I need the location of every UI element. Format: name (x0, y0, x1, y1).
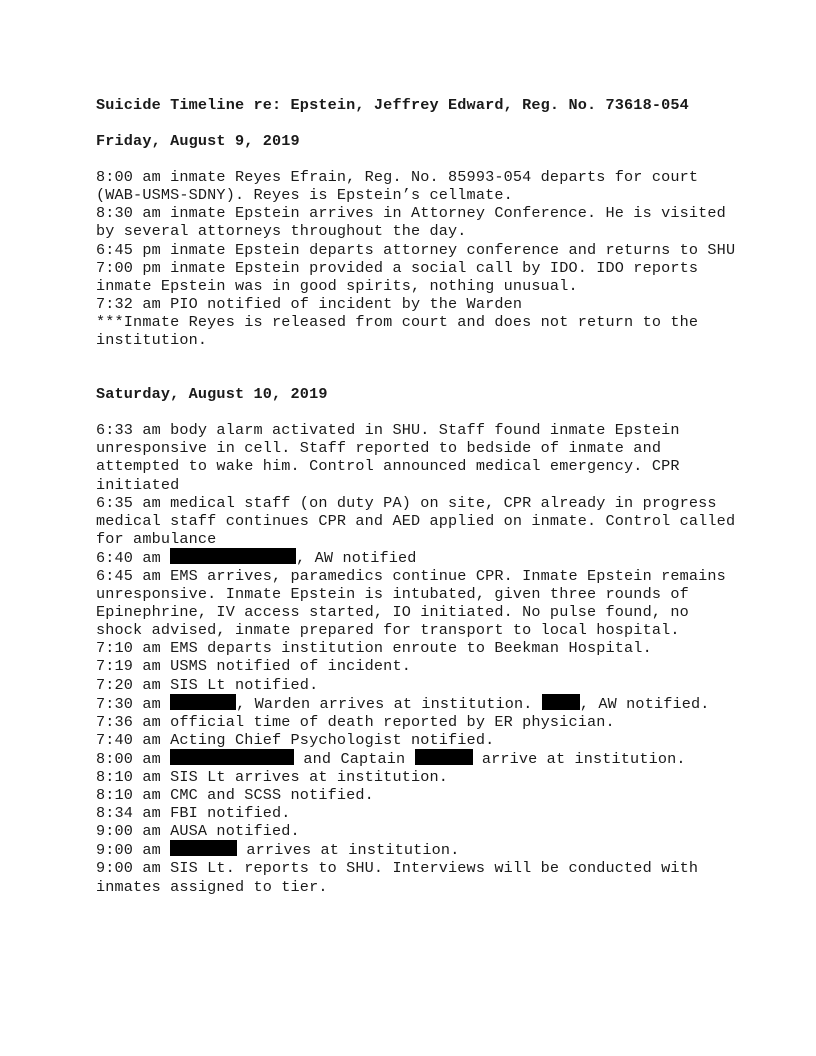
entry-time: 6:40 am (96, 548, 161, 567)
section-heading-friday: Friday, August 9, 2019 (96, 132, 300, 151)
section-heading-saturday: Saturday, August 10, 2019 (96, 385, 328, 404)
redaction-block (170, 548, 296, 564)
timeline-entry: 8:10 am SIS Lt arrives at institution. (96, 768, 449, 786)
timeline-entry: 6:35 am medical staff (on duty PA) on site, CPR already in progress medical staff continues CPR and AED applied on inmate. Control called for ambulance (96, 493, 745, 548)
entry-time: 8:00 am (96, 749, 161, 768)
timeline-entry: 8:30 am inmate Epstein arrives in Attorney Conference. He is visited by several attorneys throughout the day. (96, 204, 736, 241)
timeline-entry: 6:45 am EMS arrives, paramedics continue CPR. Inmate Epstein remains unresponsive. Inmate Epstein is intubated, given three rounds of Epinephrine, IV access started, IO initiated. No pulse found, no shock advised, inmate prepared for transport to local hospital. (96, 566, 736, 640)
document-title: Suicide Timeline re: Epstein, Jeffrey Edward, Reg. No. 73618-054 (96, 96, 689, 114)
timeline-entry: 7:19 am USMS notified of incident. (96, 657, 411, 676)
timeline-entry-redacted (96, 694, 736, 713)
entry-text: , Warden arrives at institution. (236, 694, 533, 713)
entry-text: and Captain (294, 749, 415, 768)
redaction-block (170, 694, 236, 710)
timeline-entry: 6:33 am body alarm activated in SHU. Staff found inmate Epstein unresponsive in cell. Staff reported to bedside of inmate and attempted to wake him. Control announced medical emergency. CPR initiated (96, 421, 689, 494)
section-saturday (96, 421, 745, 896)
entry-text: arrives at institution. (237, 841, 460, 860)
entry-text: arrive at institution. (472, 749, 686, 768)
timeline-entry: 7:10 am EMS departs institution enroute to Beekman Hospital. (96, 639, 652, 658)
redaction-block (170, 840, 237, 856)
timeline-entry: 9:00 am AUSA notified. (96, 822, 300, 841)
timeline-entry-redacted (96, 749, 736, 768)
timeline-entry: 7:32 am PIO notified of incident by the Warden (96, 294, 523, 313)
timeline-entry-redacted (96, 548, 736, 567)
redaction-block (170, 749, 294, 765)
timeline-entry-redacted (96, 840, 736, 859)
entry-time: 9:00 am (96, 841, 161, 860)
entry-text: , AW notified (296, 548, 417, 567)
timeline-entry: 9:00 am SIS Lt. reports to SHU. Interviews will be conducted with inmates assigned to tier. (96, 859, 708, 896)
document-page (96, 96, 745, 896)
timeline-entry: 7:36 am official time of death reported by ER physician. (96, 712, 615, 731)
redaction-block (415, 749, 473, 765)
redaction-block (542, 694, 580, 710)
timeline-entry: 7:00 pm inmate Epstein provided a social call by IDO. IDO reports inmate Epstein was in good spirits, nothing unusual. (96, 258, 708, 295)
timeline-entry: 7:20 am SIS Lt notified. (96, 675, 319, 694)
timeline-entry: 7:40 am Acting Chief Psychologist notified. (96, 730, 495, 749)
timeline-entry: 8:34 am FBI notified. (96, 804, 291, 823)
section-friday (96, 168, 736, 349)
entry-text: , AW notified. (579, 694, 710, 713)
timeline-entry: 8:00 am inmate Reyes Efrain, Reg. No. 85993-054 departs for court (WAB-USMS-SDNY). Reyes is Epstein’s cellmate. (96, 168, 708, 205)
timeline-entry: ***Inmate Reyes is released from court and does not return to the institution. (96, 312, 708, 350)
entry-time: 7:30 am (96, 694, 161, 713)
timeline-entry: 8:10 am CMC and SCSS notified. (96, 786, 374, 805)
timeline-entry: 6:45 pm inmate Epstein departs attorney conference and returns to SHU (96, 240, 736, 259)
